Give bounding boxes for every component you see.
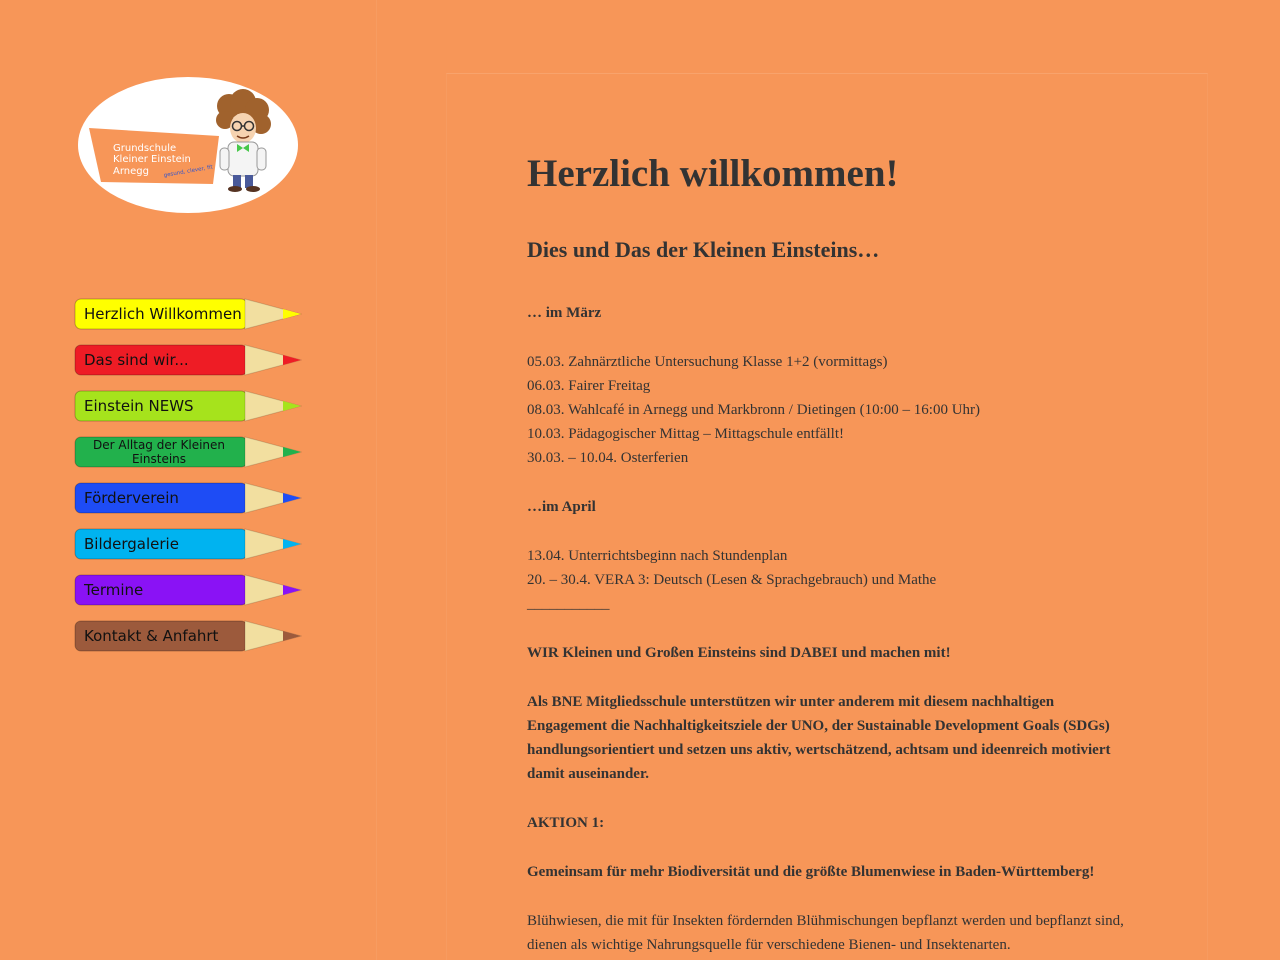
nav-item-das-sind-wir[interactable] (74, 344, 302, 376)
page-title: Herzlich willkommen! (527, 152, 899, 195)
list-item: 08.03. Wahlcafé in Arnegg und Markbronn / Dietingen (10:00 – 16:00 Uhr) (527, 402, 981, 418)
bne-text: Als BNE Mitgliedsschule unterstützen wir unter anderem mit diesem nachhaltigen Engagement die Nachhaltigkeitsziele der UNO, der Sustainable Development Goals (SDGs) handlungsorientiert und setzen uns aktiv, wertschätzend, achtsam und ideenreich motiviert damit auseinander. (527, 694, 1111, 782)
nav-item-termine[interactable] (74, 574, 302, 606)
nav-item-label: Herzlich Willkommen (84, 305, 242, 323)
nav-item-label: Kontakt & Anfahrt (84, 627, 219, 645)
nav-item-label: Termine (84, 581, 144, 599)
nav-item-einstein-news[interactable] (74, 390, 302, 422)
dabei-text: WIR Kleinen und Großen Einsteins sind DABEI und machen mit! (527, 645, 951, 661)
list-item: 06.03. Fairer Freitag (527, 378, 651, 394)
separator-line: ___________ (527, 596, 610, 612)
logo-line2: Kleiner Einstein (113, 154, 191, 165)
april-list (527, 544, 1137, 592)
page-subtitle: Dies und Das der Kleinen Einsteins… (527, 237, 880, 262)
sidebar (0, 0, 377, 960)
nav-item-foerderverein[interactable] (74, 482, 302, 514)
nav-item-bildergalerie[interactable] (74, 528, 302, 560)
school-logo (77, 76, 299, 214)
bluehwiesen-text: Blühwiesen, die mit für Insekten fördernden Blühmischungen bepflanzt werden und bepflanzt sind, dienen als wichtige Nahrungsquelle für verschiedene Bienen- und Insektenarten. (527, 913, 1124, 953)
main-content (527, 150, 1137, 957)
nav-item-herzlich-willkommen[interactable] (74, 298, 302, 330)
aktion-heading: AKTION 1: (527, 815, 605, 831)
biodiversity-heading: Gemeinsam für mehr Biodiversität und die größte Blumenwiese in Baden-Württemberg! (527, 864, 1095, 880)
list-item: 30.03. – 10.04. Osterferien (527, 450, 689, 466)
logo-line1: Grundschule (113, 143, 177, 154)
list-item: 20. – 30.4. VERA 3: Deutsch (Lesen & Sprachgebrauch) und Mathe (527, 572, 937, 588)
nav-item-label: Das sind wir... (84, 351, 189, 369)
nav-item-alltag[interactable] (74, 436, 302, 468)
march-list (527, 350, 1137, 470)
march-heading: … im März (527, 305, 602, 321)
list-item: 13.04. Unterrichtsbeginn nach Stundenplan (527, 548, 788, 564)
april-heading: …im April (527, 499, 596, 515)
list-item: 10.03. Pädagogischer Mittag – Mittagschule entfällt! (527, 426, 845, 442)
logo-slogan: gesund, clever, fit (163, 164, 214, 179)
school-logo-link[interactable] (77, 76, 299, 214)
nav-item-label: Bildergalerie (84, 535, 179, 553)
nav-item-kontakt-anfahrt[interactable] (74, 620, 302, 652)
nav-item-label: Einstein NEWS (84, 397, 194, 415)
nav-item-label: Der Alltag der Kleinen Einsteins (93, 438, 225, 466)
pencil-nav (74, 298, 304, 666)
nav-item-label: Förderverein (84, 489, 179, 507)
list-item: 05.03. Zahnärztliche Untersuchung Klasse 1+2 (vormittags) (527, 354, 888, 370)
logo-line3: Arnegg (113, 166, 149, 177)
